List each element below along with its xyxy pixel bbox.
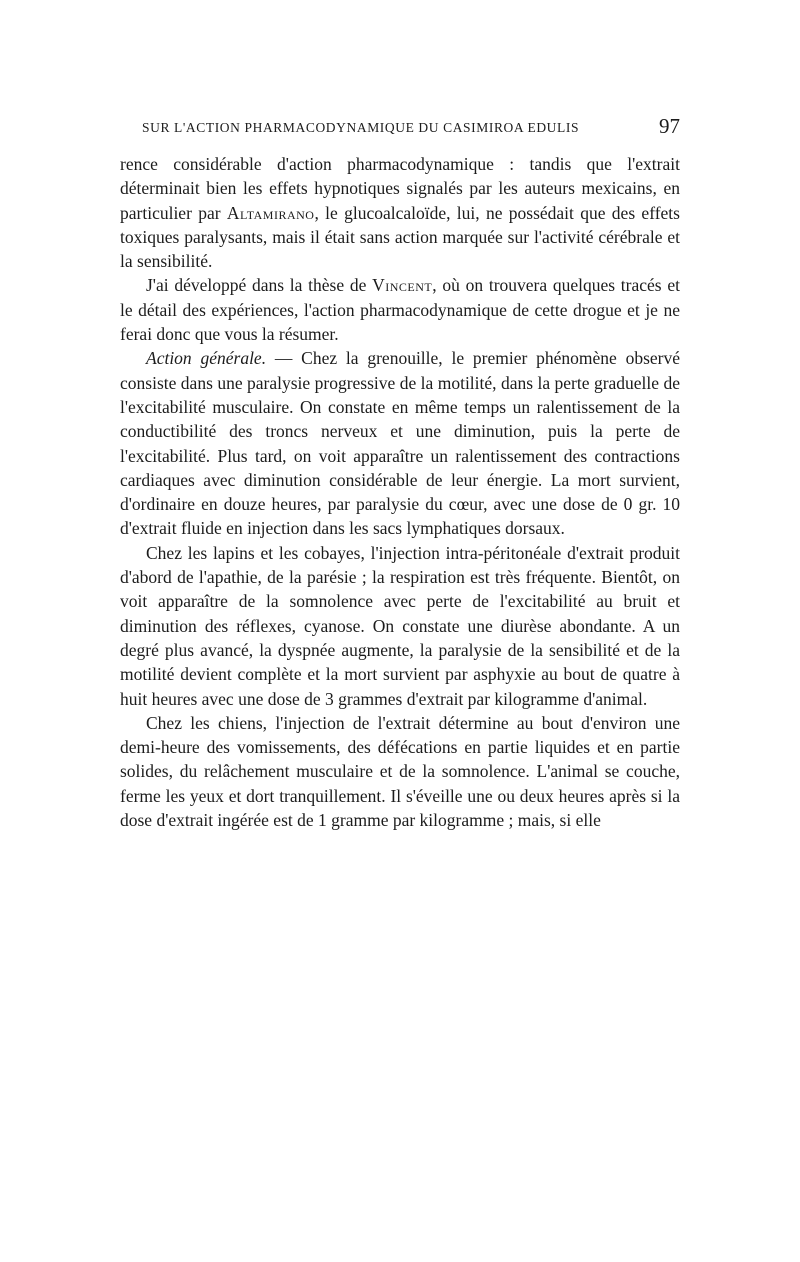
paragraph-4-text: Chez les lapins et les cobayes, l'injection intra-péritonéale d'extrait produit d'abord de l'apathie, de la parésie ; la respiration est très fréquente. Bientôt, on voit apparaître de la somnolence avec perte de l'excitabilité au bruit et diminution des réflexes, cyanose. On constate une diurèse abondante. A un degré plus avancé, la dyspnée augmente, la paralysie de la sensibilité et de la motilité devient complète et la mort survient par asphyxie au bout de quatre à huit heures avec une dose de 3 grammes d'extrait par kilogramme d'animal. — [120, 542, 680, 709]
paragraph-5-text: Chez les chiens, l'injection de l'extrait détermine au bout d'environ une demi-heure des vomissements, des défécations en partie liquides et en partie solides, du relâchement musculaire et de la somnolence. L'animal se couche, ferme les yeux et dort tranquillement. Il s'éveille une ou deux heures après si la dose d'extrait ingérée est de 1 gramme par kilogramme ; mais, si elle — [120, 712, 680, 831]
running-head — [120, 114, 680, 146]
book-page — [120, 114, 680, 832]
paragraph-2-text-a: J'ai développé dans la thèse de — [146, 275, 373, 296]
author-name-altamirano: Altamirano — [226, 202, 315, 223]
paragraph-4 — [120, 541, 680, 711]
author-name-vincent: Vincent — [372, 275, 433, 296]
section-heading-action-generale: Action générale. — [146, 348, 267, 369]
paragraph-3-text: — Chez la grenouille, le premier phénomène observé consiste dans une paralysie progressive de la motilité, dans la perte graduelle de l'excitabilité musculaire. On constate en même temps un ralentissement de la conductibilité des troncs nerveux et une diminution, puis la perte de l'excitabilité. Plus tard, on voit apparaître un ralentissement des contractions cardiaques avec diminution considérable de leur énergie. La mort survient, d'ordinaire en douze heures, par paralysie du cœur, avec une dose de 0 gr. 10 d'extrait fluide en injection dans les sacs lymphatiques dorsaux. — [120, 348, 680, 539]
paragraph-2 — [120, 273, 680, 346]
paragraph-2-text-b: , où on trouvera quelques tracés et le détail des expériences, l'action pharmacodynamique de cette drogue et je ne ferai donc que vous la résumer. — [120, 275, 680, 345]
running-title: SUR L'ACTION PHARMACODYNAMIQUE DU CASIMIROA EDULIS — [142, 120, 580, 135]
paragraph-1-text-a: rence considérable d'action pharmacodynamique : tandis que l'extrait déterminait bien les effets hypnotiques signalés par les auteurs mexicains, en particulier par — [120, 154, 680, 223]
body-text — [120, 152, 680, 832]
paragraph-1 — [120, 152, 680, 273]
page-number: 97 — [659, 114, 680, 138]
paragraph-3 — [120, 346, 680, 540]
paragraph-1-text-b: , le glucoalcaloïde, lui, ne possédait que des effets toxiques paralysants, mais il était sans action marquée sur l'activité cérébrale et la sensibilité. — [120, 202, 680, 272]
paragraph-5 — [120, 711, 680, 832]
